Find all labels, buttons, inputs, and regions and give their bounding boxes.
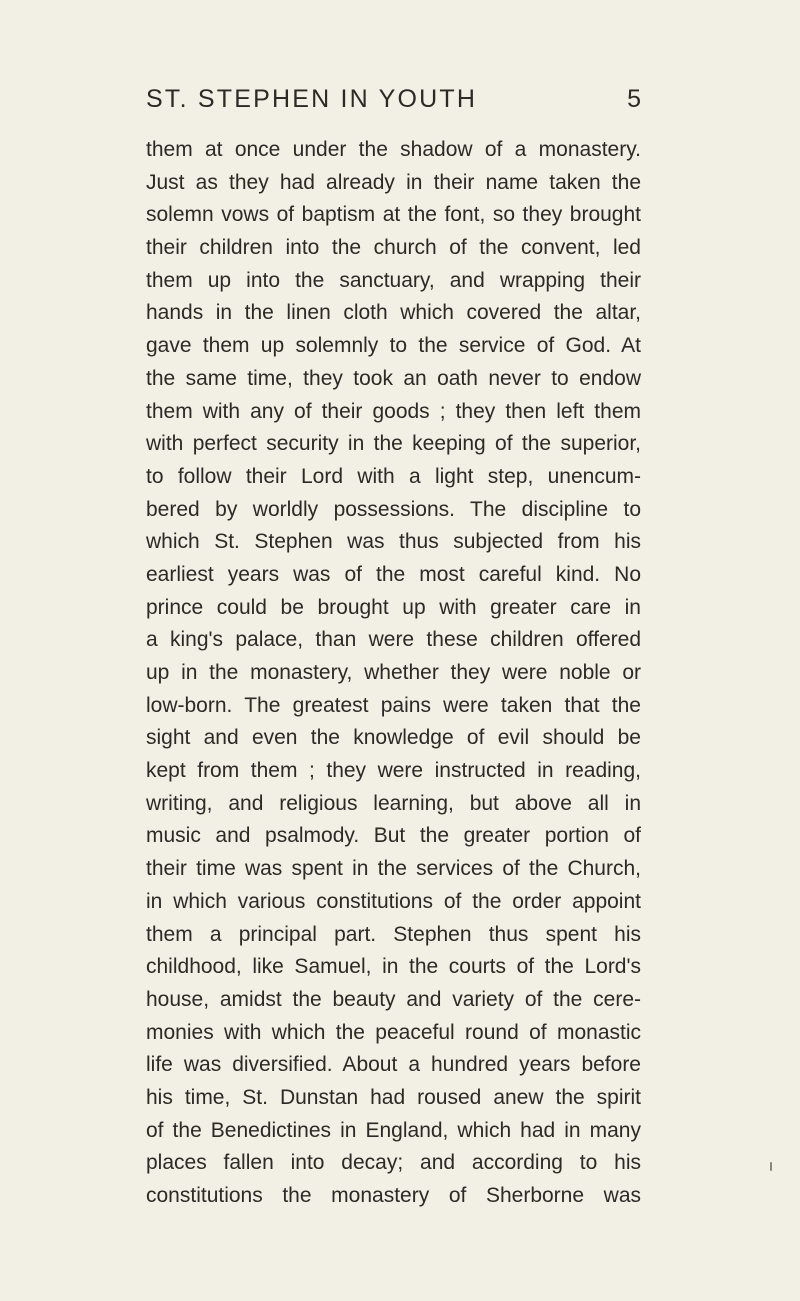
text-line: house, amidst the beauty and variety of the cere- (146, 987, 641, 1011)
text-line: writing, and religious learning, but above all in (146, 791, 641, 815)
text-line: his time, St. Dunstan had roused anew the spirit (146, 1085, 641, 1109)
text-line: Just as they had already in their name taken the (146, 170, 641, 194)
text-line: them up into the sanctuary, and wrapping their (146, 268, 641, 292)
text-line: music and psalmody. But the greater portion of (146, 824, 641, 848)
body-text (146, 134, 641, 1213)
text-line: low-born. The greatest pains were taken that the (146, 693, 641, 717)
text-line: the same time, they took an oath never to endow (146, 366, 641, 390)
text-line: monies with which the peaceful round of monastic (146, 1020, 641, 1044)
running-head (146, 85, 641, 119)
paper-speck (770, 1162, 772, 1171)
text-line: their time was spent in the services of the Church, (146, 857, 641, 881)
text-line: in which various constitutions of the order appoint (146, 889, 641, 913)
text-line: prince could be brought up with greater care in (146, 595, 641, 619)
text-line: them at once under the shadow of a monastery. (146, 138, 641, 161)
text-line: them a principal part. Stephen thus spent his (146, 922, 641, 946)
text-line: a king's palace, than were these children offered (146, 628, 641, 652)
running-title: ST. STEPHEN IN YOUTH (146, 85, 478, 113)
text-line: up in the monastery, whether they were noble or (146, 661, 641, 684)
text-line: of the Benedictines in England, which had in many (146, 1118, 641, 1142)
text-line: bered by worldly possessions. The discipline to (146, 497, 641, 521)
text-line: solemn vows of baptism at the font, so they brought (146, 203, 641, 227)
text-line: hands in the linen cloth which covered the altar, (146, 301, 641, 325)
text-line: gave them up solemnly to the service of God. At (146, 334, 641, 358)
text-line: constitutions the monastery of Sherborne was (146, 1184, 641, 1207)
text-line: earliest years was of the most careful kind. No (146, 562, 641, 586)
text-line: their children into the church of the convent, led (146, 236, 641, 260)
text-line: which St. Stephen was thus subjected from his (146, 530, 641, 554)
text-line: childhood, like Samuel, in the courts of the Lord's (146, 955, 641, 979)
text-line: life was diversified. About a hundred years before (146, 1053, 641, 1077)
text-line: sight and even the knowledge of evil should be (146, 726, 641, 750)
page-number: 5 (627, 85, 641, 113)
text-line: kept from them ; they were instructed in reading, (146, 759, 641, 783)
text-line: them with any of their goods ; they then left them (146, 399, 641, 423)
text-line: to follow their Lord with a light step, unencum- (146, 464, 641, 488)
text-line: with perfect security in the keeping of the superior, (146, 432, 641, 456)
text-line: places fallen into decay; and according to his (146, 1151, 641, 1175)
